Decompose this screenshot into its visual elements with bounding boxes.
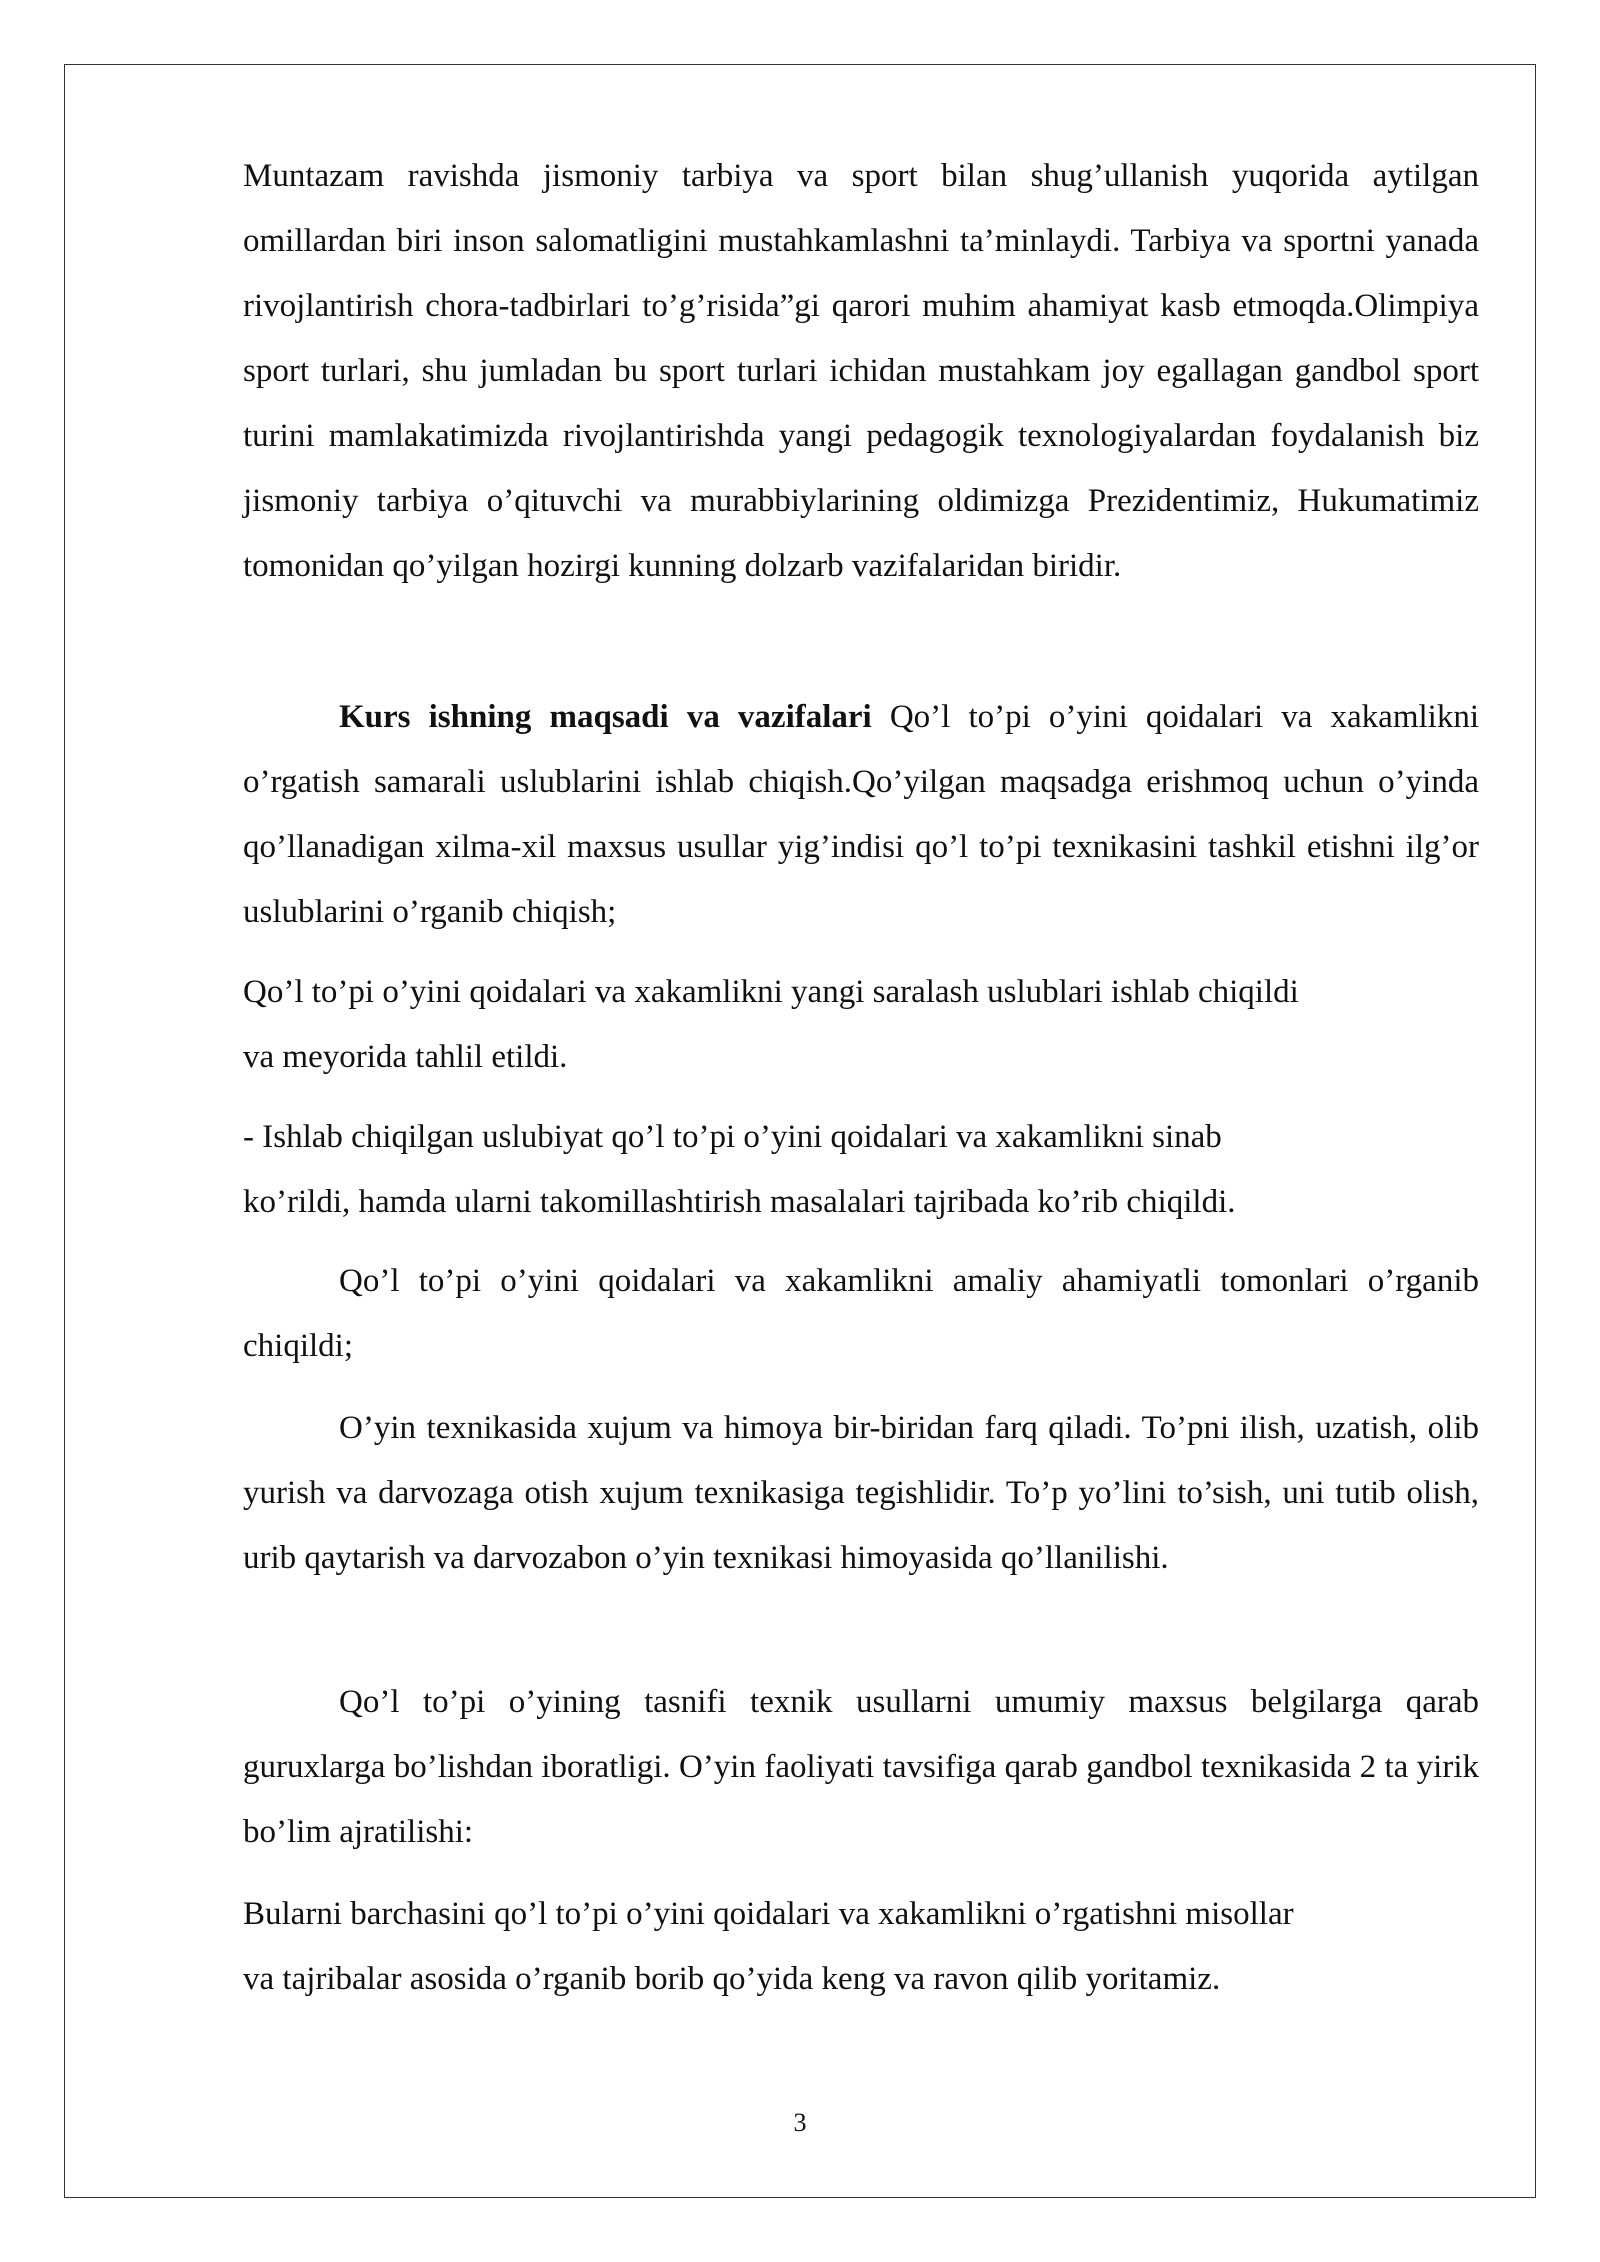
paragraph-line: ko’rildi, hamda ularni takomillashtirish masalalari tajribada ko’rib chiqildi. — [243, 1184, 1236, 1220]
paragraph-text: O’yin texnikasida xujum va himoya bir-biridan farq qiladi. To’pni ilish, uzatish, olib yurish va darvozaga otish xujum texnikasiga tegishlidir. To’p yo’lini to’sish, uni tutib olish, urib qaytarish va darvozabon o’yin texnikasi himoyasida qo’llanilishi. — [243, 1410, 1479, 1576]
paragraph-text: Qo’l to’pi o’yini qoidalari va xakamlikni amaliy ahamiyatli tomonlari o’rganib chiqildi; — [243, 1263, 1479, 1364]
paragraph-line: va meyorida tahlil etildi. — [243, 1039, 568, 1075]
page-number: 3 — [793, 2108, 807, 2137]
paragraph-line: - Ishlab chiqilgan uslubiyat qo’l to’pi o’yini qoidalari va xakamlikni sinab — [243, 1119, 1222, 1155]
paragraph-line: va tajribalar asosida o’rganib borib qo’yida keng va ravon qilib yoritamiz. — [243, 1961, 1221, 1997]
paragraph-text: Qo’l to’pi o’yining tasnifi texnik usullarni umumiy maxsus belgilarga qarab guruxlarga bo’lishdan iboratligi. O’yin faoliyati tavsifiga qarab gandbol texnikasida 2 ta yirik bo’lim ajratilishi: — [243, 1684, 1479, 1850]
paragraph-2 — [243, 685, 1479, 945]
paragraph-7 — [243, 1670, 1479, 1865]
paragraph-text: Muntazam ravishda jismoniy tarbiya va sport bilan shug’ullanish yuqorida aytilgan omillardan biri inson salomatligini mustahkamlashni ta’minlaydi. Tarbiya va sportni yanada rivojlantirish chora-tadbirlari to’g’risida”gi qarori muhim ahamiyat kasb etmoqda.Olimpiya sport turlari, shu jumladan bu sport turlari ichidan mustahkam joy egallagan gandbol sport turini mamlakatimizda rivojlantirishda yangi pedagogik texnologiyalardan foydalanish biz jismoniy tarbiya o’qituvchi va murabbiylarining oldimizga Prezidentimiz, Hukumatimiz tomonidan qo’yilgan hozirgi kunning dolzarb vazifalaridan biridir. — [243, 158, 1479, 584]
paragraph-6 — [243, 1396, 1479, 1591]
paragraph-5 — [243, 1249, 1479, 1379]
paragraph-3 — [243, 960, 1479, 1090]
paragraph-4 — [243, 1105, 1479, 1235]
section-heading: Kurs ishning maqsadi va vazifalari — [339, 699, 872, 735]
paragraph-line: Qo’l to’pi o’yini qoidalari va xakamlikni yangi saralash uslublari ishlab chiqildi — [243, 974, 1299, 1010]
paragraph-8 — [243, 1882, 1479, 2012]
paragraph-1 — [243, 144, 1479, 599]
paragraph-line: Bularni barchasini qo’l to’pi o’yini qoidalari va xakamlikni o’rgatishni misollar — [243, 1896, 1294, 1932]
paragraph-text: Qo’l to’pi o’yini qoidalari va xakamlikni o’rgatish samarali uslublarini ishlab chiqish.Qo’yilgan maqsadga erishmoq uchun o’yinda qo’llanadigan xilma-xil maxsus usullar yig’indisi qo’l to’pi texnikasini tashkil etishni ilg’or uslublarini o’rganib chiqish; — [243, 699, 1480, 930]
